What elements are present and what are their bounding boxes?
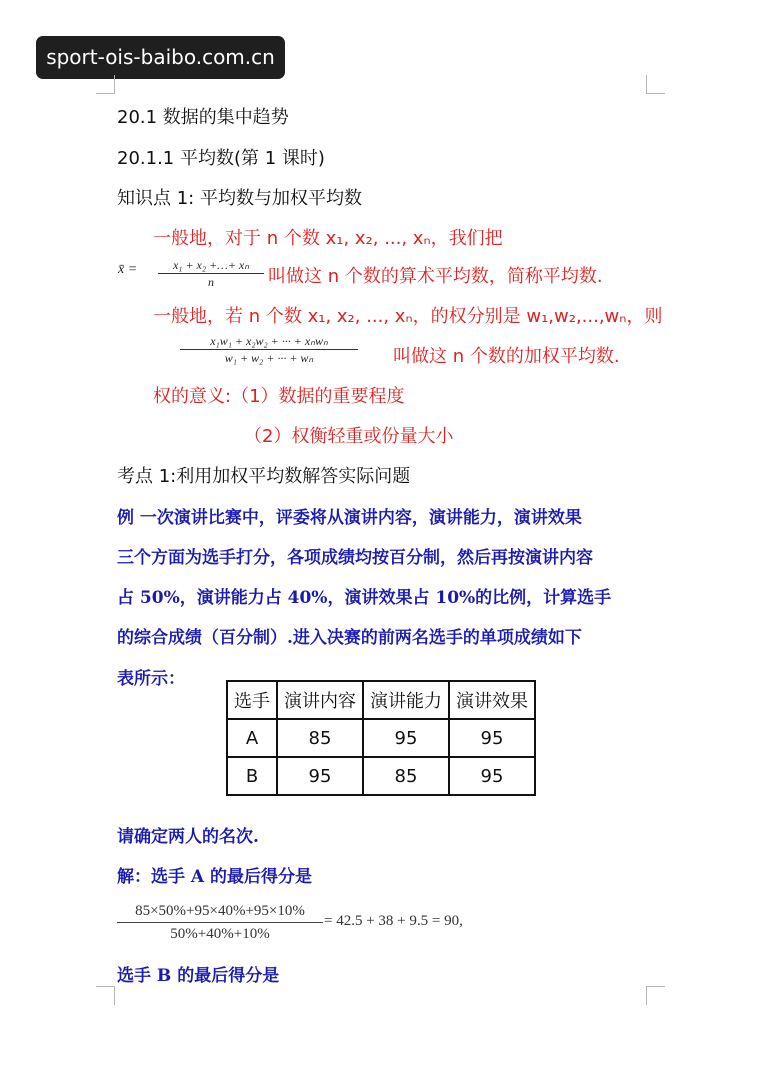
crop-mark-top-left <box>96 75 115 94</box>
crop-mark-bottom-right <box>646 986 665 1005</box>
table-row <box>227 719 535 757</box>
example-line-2: 三个方面为选手打分，各项成绩均按百分制，然后再按演讲内容 <box>117 548 593 568</box>
solution-line-2: 选手 B 的最后得分是 <box>117 966 280 986</box>
definition-mean-text: 叫做这 n 个数的算术平均数，简称平均数. <box>268 266 603 287</box>
example-line-5: 表所示： <box>117 669 185 689</box>
weight-meaning-2: （2）权衡轻重或份量大小 <box>244 426 454 447</box>
table-row <box>227 757 535 795</box>
calc-fraction <box>117 902 323 943</box>
weighted-numerator: x₁w₁ + x₂w₂ + ··· + xₙwₙ <box>210 334 328 348</box>
table-cell: 85 <box>277 719 363 757</box>
definition-weighted-intro: 一般地，若 n 个数 x₁, x₂, ..., xₙ，的权分别是 w₁,w₂,...,wₙ，则 <box>153 306 663 327</box>
definition-weighted-text: 叫做这 n 个数的加权平均数. <box>393 346 620 367</box>
example-line-4: 的综合成绩（百分制）.进入决赛的前两名选手的单项成绩如下 <box>117 628 582 648</box>
header-cell: 演讲能力 <box>363 681 449 719</box>
fraction-bar <box>117 922 323 923</box>
calc-numerator: 85×50%+95×40%+95×10% <box>135 903 305 919</box>
calc-denominator: 50%+40%+10% <box>170 926 270 942</box>
mean-denominator: n <box>208 275 214 289</box>
mean-formula <box>158 258 264 289</box>
table-header-row <box>227 681 535 719</box>
weighted-mean-formula <box>180 334 358 365</box>
exam-point-heading: 考点 1:利用加权平均数解答实际问题 <box>117 466 411 487</box>
example-line-3: 占 50%，演讲能力占 40%，演讲效果占 10%的比例，计算选手 <box>117 588 612 608</box>
watermark: sport-ois-baibo.com.cn <box>36 36 285 79</box>
mean-numerator: x₁ + x₂ +…+ xₙ <box>172 258 250 272</box>
table-cell: 95 <box>277 757 363 795</box>
table-cell: 85 <box>363 757 449 795</box>
section-heading: 20.1 数据的集中趋势 <box>117 107 289 128</box>
fraction-bar <box>158 273 264 274</box>
weight-meaning-1: 权的意义:（1）数据的重要程度 <box>153 386 405 407</box>
header-cell: 演讲内容 <box>277 681 363 719</box>
example-line-1: 例 一次演讲比赛中，评委将从演讲内容，演讲能力，演讲效果 <box>117 508 582 528</box>
table-cell: 95 <box>363 719 449 757</box>
knowledge-point-heading: 知识点 1: 平均数与加权平均数 <box>117 188 362 209</box>
mean-symbol: x̄ = <box>118 262 138 277</box>
crop-mark-top-right <box>646 75 665 94</box>
weighted-denominator: w₁ + w₂ + ··· + wₙ <box>224 351 314 365</box>
table-cell: A <box>227 719 277 757</box>
table-cell: 95 <box>449 757 535 795</box>
definition-mean-intro: 一般地，对于 n 个数 x₁, x₂, ..., xₙ，我们把 <box>153 228 503 249</box>
table-cell: 95 <box>449 719 535 757</box>
header-cell: 选手 <box>227 681 277 719</box>
fraction-bar <box>180 349 358 350</box>
table-cell: B <box>227 757 277 795</box>
header-cell: 演讲效果 <box>449 681 535 719</box>
lesson-heading: 20.1.1 平均数(第 1 课时) <box>117 148 325 169</box>
question-text: 请确定两人的名次. <box>117 827 259 847</box>
calc-result: = 42.5 + 38 + 9.5 = 90, <box>324 913 463 929</box>
solution-line-1: 解：选手 A 的最后得分是 <box>117 867 313 887</box>
crop-mark-bottom-left <box>96 986 115 1005</box>
scores-table <box>226 680 536 796</box>
